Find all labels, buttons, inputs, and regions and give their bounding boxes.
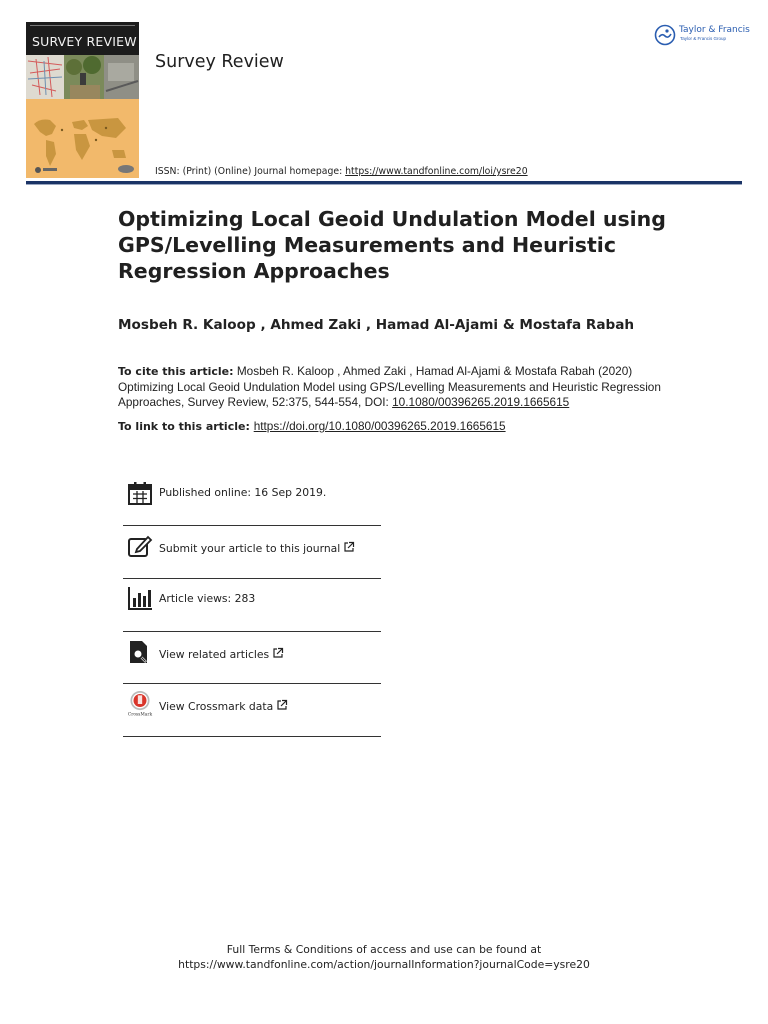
related-articles-link[interactable] (159, 647, 284, 661)
external-link-icon (272, 647, 284, 659)
issn-text: ISSN: (Print) (Online) Journal homepage: (155, 166, 346, 177)
info-separator (123, 631, 381, 632)
cover-world-map (26, 110, 139, 176)
issn-line (155, 166, 528, 177)
cover-title-band (26, 22, 139, 55)
journal-homepage-link[interactable]: https://www.tandfonline.com/loi/ysre20 (345, 166, 528, 177)
article-views-row (123, 580, 381, 632)
crossmark-link[interactable] (159, 699, 288, 713)
related-articles-row[interactable] (123, 633, 381, 685)
journal-cover-image (26, 22, 139, 178)
submit-article-label: Submit your article to this journal (159, 542, 341, 555)
publisher-name: Taylor & Francis (679, 25, 750, 35)
publisher-logo[interactable] (654, 22, 750, 48)
terms-footer (0, 942, 768, 972)
external-link-icon (276, 699, 288, 711)
calendar-icon (127, 480, 153, 506)
published-online-text: Published online: 16 Sep 2019. (159, 486, 327, 499)
info-separator (123, 736, 381, 737)
document-search-icon (127, 639, 153, 665)
cover-rule (30, 25, 135, 29)
article-authors: Mosbeh R. Kaloop , Ahmed Zaki , Hamad Al-Ajami & Mostafa Rabah (118, 317, 635, 333)
article-views-text: Article views: 283 (159, 592, 256, 605)
publisher-subname: Taylor & Francis Group (680, 36, 727, 41)
article-doi-url[interactable]: https://doi.org/10.1080/00396265.2019.1665615 (253, 419, 506, 433)
external-link-icon (343, 541, 355, 553)
cover-title: SURVEY REVIEW (32, 34, 137, 49)
terms-line: Full Terms & Conditions of access and use can be found at (226, 943, 542, 956)
info-separator (123, 525, 381, 526)
cite-text: Mosbeh R. Kaloop , Ahmed Zaki , Hamad Al-Ajami & Mostafa Rabah (2020) Optimizing Local Geoid Undulation Model using GPS/Levelling Measurements and Heuristic Regression Approaches, Survey Review, 52:375, 544-554, DOI: (118, 364, 661, 409)
doi-link[interactable]: 10.1080/00396265.2019.1665615 (392, 395, 570, 409)
citation-block (118, 364, 678, 411)
crossmark-logo-text: CrossMark (127, 712, 153, 717)
published-online-row (123, 472, 381, 524)
crossmark-icon (127, 691, 153, 717)
article-link-line (118, 419, 506, 433)
submit-article-link[interactable] (159, 541, 355, 555)
info-separator (123, 578, 381, 579)
edit-icon (127, 533, 153, 559)
submit-article-row[interactable] (123, 527, 381, 579)
cite-label: To cite this article: (118, 365, 234, 378)
crossmark-label: View Crossmark data (159, 700, 274, 713)
related-articles-label: View related articles (159, 648, 270, 661)
cover-photo (26, 55, 139, 99)
taylor-francis-icon (654, 24, 676, 46)
article-title: Optimizing Local Geoid Undulation Model using GPS/Levelling Measurements and Heuristic Regression Approaches (118, 207, 666, 283)
crossmark-row[interactable] (123, 685, 381, 737)
link-label: To link to this article: (118, 420, 254, 433)
info-separator (123, 683, 381, 684)
bar-chart-icon (127, 585, 153, 611)
journal-title[interactable]: Survey Review (155, 52, 284, 72)
terms-url[interactable]: https://www.tandfonline.com/action/journalInformation?journalCode=ysre20 (178, 958, 590, 971)
header-divider-shadow (26, 184, 742, 185)
